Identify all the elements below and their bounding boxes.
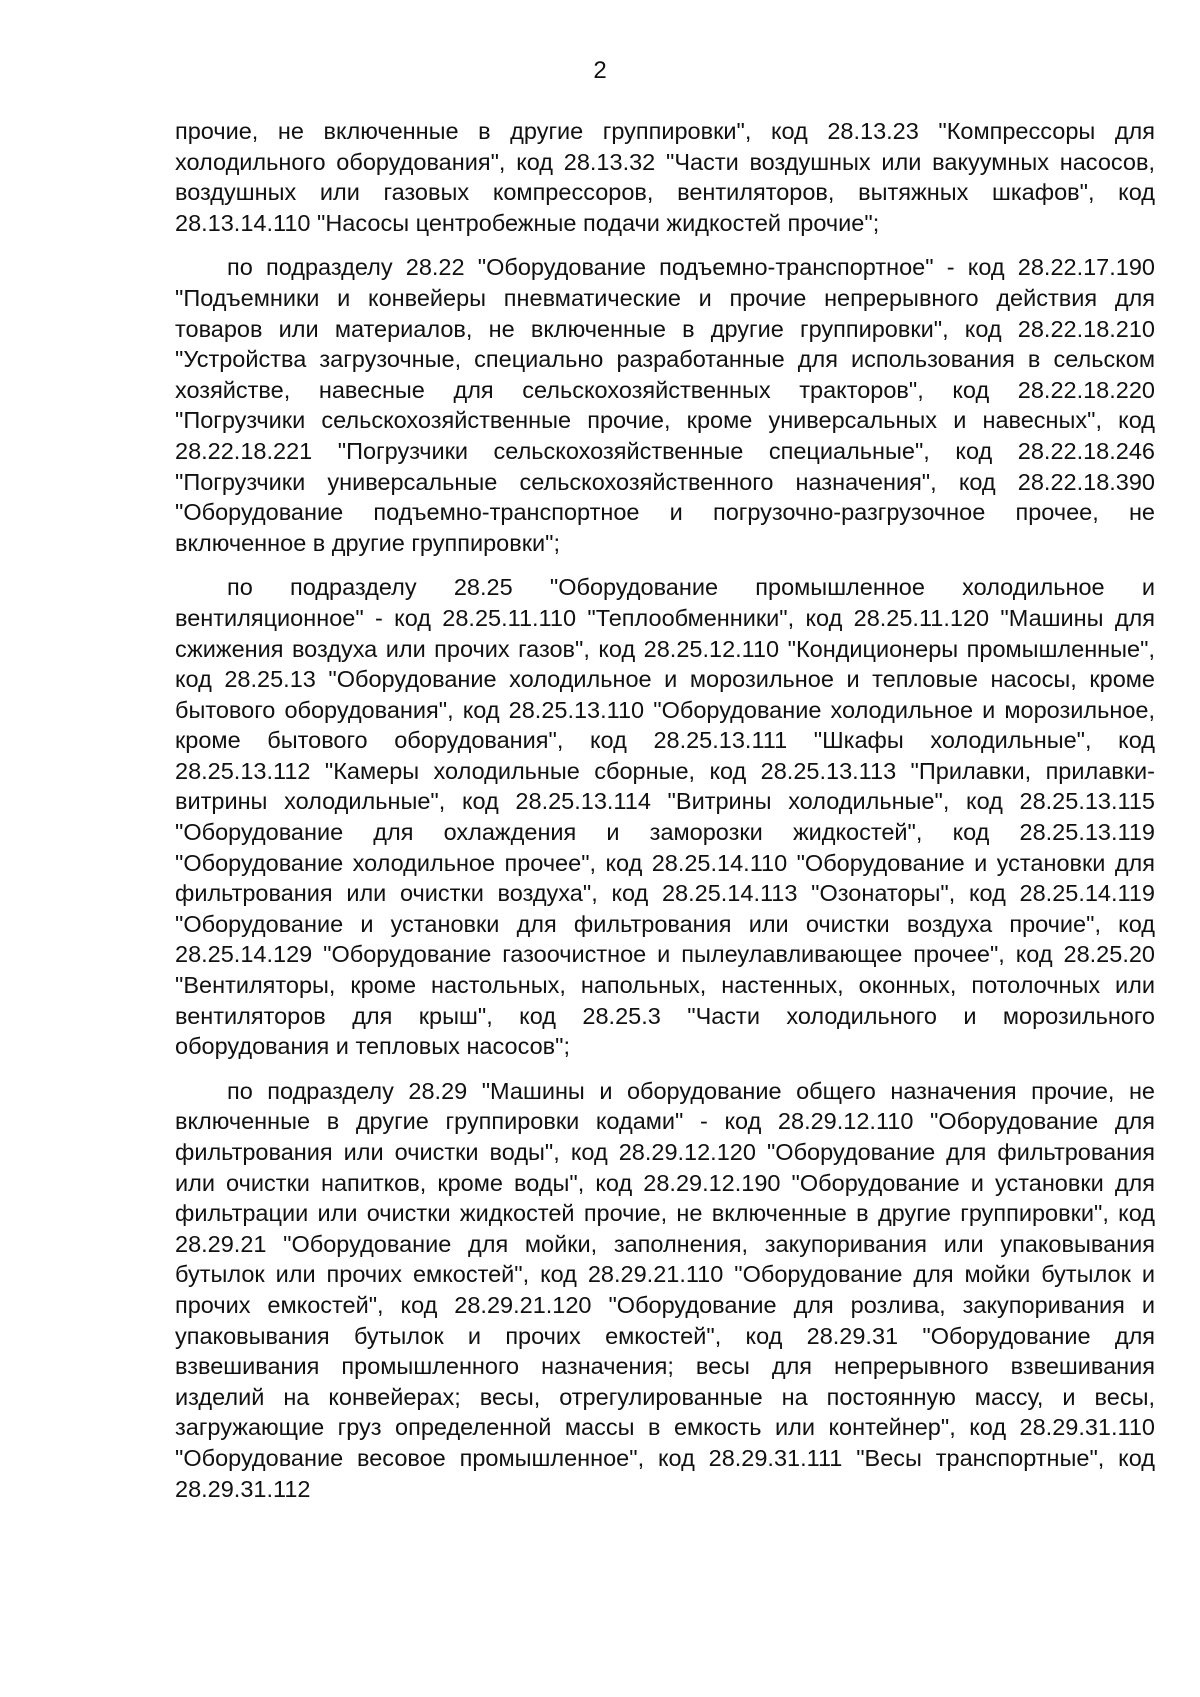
page-number: 2: [593, 57, 607, 84]
paragraph-subsection-28-29: по подразделу 28.29 "Машины и оборудование общего назначения прочие, не включенные в другие группировки кодами" - код 28.29.12.110 "Оборудование для фильтрования или очистки воды", код 28.29.12.120 "Оборудование для фильтрования или очистки напитков, кроме воды", код 28.29.12.190 "Оборудование и установки для фильтрации или очистки жидкостей прочие, не включенные в другие группировки", код 28.29.21 "Оборудование для мойки, заполнения, закупоривания или упаковывания бутылок или прочих емкостей", код 28.29.21.110 "Оборудование для мойки бутылок и прочих емкостей", код 28.29.21.120 "Оборудование для розлива, закупоривания и упаковывания бутылок и прочих емкостей", код 28.29.31 "Оборудование для взвешивания промышленного назначения; весы для непрерывного взвешивания изделий на конвейерах; весы, отрегулированные на постоянную массу, и весы, загружающие груз определенной массы в емкость или контейнер", код 28.29.31.110 "Оборудование весовое промышленное", код 28.29.31.111 "Весы транспортные", код 28.29.31.112: [175, 1077, 1155, 1502]
paragraph-subsection-28-22: по подразделу 28.22 "Оборудование подъемно-транспортное" - код 28.22.17.190 "Подъемники и конвейеры пневматические и прочие непрерывного действия для товаров или материалов, не включенные в другие группировки", код 28.22.18.210 "Устройства загрузочные, специально разработанные для использования в сельском хозяйстве, навесные для сельскохозяйственных тракторов", код 28.22.18.220 "Погрузчики сельскохозяйственные прочие, кроме универсальных и навесных", код 28.22.18.221 "Погрузчики сельскохозяйственные специальные", код 28.22.18.246 "Погрузчики универсальные сельскохозяйственного назначения", код 28.22.18.390 "Оборудование подъемно-транспортное и погрузочно-разгрузочное прочее, не включенное в другие группировки";: [175, 254, 1155, 556]
paragraph-continuation: прочие, не включенные в другие группировки", код 28.13.23 "Компрессоры для холодильного оборудования", код 28.13.32 "Части воздушных или вакуумных насосов, воздушных или газовых компрессоров, вентиляторов, вытяжных шкафов", код 28.13.14.110 "Насосы центробежные подачи жидкостей прочие";: [175, 118, 1155, 236]
document-body: [175, 116, 1155, 1518]
paragraph-subsection-28-25: по подразделу 28.25 "Оборудование промышленное холодильное и вентиляционное" - код 28.25.11.110 "Теплообменники", код 28.25.11.120 "Машины для сжижения воздуха или прочих газов", код 28.25.12.110 "Кондиционеры промышленные", код 28.25.13 "Оборудование холодильное и морозильное и тепловые насосы, кроме бытового оборудования", код 28.25.13.110 "Оборудование холодильное и морозильное, кроме бытового оборудования", код 28.25.13.111 "Шкафы холодильные", код 28.25.13.112 "Камеры холодильные сборные, код 28.25.13.113 "Прилавки, прилавки-витрины холодильные", код 28.25.13.114 "Витрины холодильные", код 28.25.13.115 "Оборудование для охлаждения и заморозки жидкостей", код 28.25.13.119 "Оборудование холодильное прочее", код 28.25.14.110 "Оборудование и установки для фильтрования или очистки воздуха", код 28.25.14.113 "Озонаторы", код 28.25.14.119 "Оборудование и установки для фильтрования или очистки воздуха прочие", код 28.25.14.129 "Оборудование газоочистное и пылеулавливающее прочее", код 28.25.20 "Вентиляторы, кроме настольных, напольных, настенных, оконных, потолочных или вентиляторов для крыш", код 28.25.3 "Части холодильного и морозильного оборудования и тепловых насосов";: [175, 574, 1155, 1060]
